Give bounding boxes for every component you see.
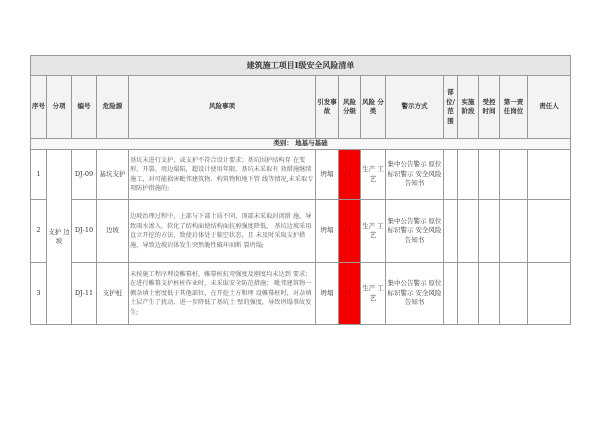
- row-no: 1: [31, 150, 47, 200]
- row-level: Ⅰ: [339, 200, 361, 263]
- row-warn: 集中公告警示 原位标识警示 安全风险告知书: [386, 200, 444, 263]
- row-empty: [528, 200, 571, 263]
- row-empty: [444, 150, 458, 200]
- header-person: 责任人: [528, 76, 571, 139]
- header-type: 风险 分类: [361, 76, 386, 139]
- row-accident: 坍塌: [316, 200, 339, 263]
- row-empty: [479, 200, 500, 263]
- row-no: 2: [31, 200, 47, 263]
- row-level: Ⅰ: [339, 150, 361, 200]
- header-hazard: 危险源: [97, 76, 129, 139]
- row-level: Ⅰ: [339, 263, 361, 325]
- row-empty: [528, 263, 571, 325]
- header-row: [31, 76, 571, 139]
- row-empty: [458, 150, 479, 200]
- row-empty: [444, 200, 458, 263]
- header-post: 第一责任岗位: [500, 76, 528, 139]
- row-empty: [479, 150, 500, 200]
- row-empty: [458, 263, 479, 325]
- category-row: 类别： 地基与基础: [31, 139, 571, 150]
- row-no: 3: [31, 263, 47, 325]
- table-row: [31, 150, 571, 200]
- table-row: [31, 200, 571, 263]
- group-cell: 支护 边坡: [47, 150, 72, 325]
- row-empty: [458, 200, 479, 263]
- row-desc: 未按施工程序埋设帷幕桩，帷幕桩抗弯强度及刚度均未达到 要求；在进行帷幕支护桩桩作业时，未采取安全防范措施； 毗邻建筑物一侧杂填土密度低于其他部位，在开挖土方和埋 设帷幕桩时，对杂填土层产生了扰动，进一步降低了基坑土 壁的强度，导致坍塌事故发生;: [129, 263, 316, 325]
- table-row: [31, 263, 571, 325]
- row-desc: 基坑未进行支护，或支护不符合设计要求；基坑围护结构存 在变形、开裂、周边塌陷，超设计使用年限，基坑未采取有 效措施继续施工，对可能损害毗邻建筑物、构筑物和地下管 线等情况,未采取专项防护措施的;: [129, 150, 316, 200]
- row-code: DJ-11: [72, 263, 97, 325]
- row-empty: [528, 150, 571, 200]
- header-risk: 风险事项: [129, 76, 316, 139]
- row-empty: [500, 263, 528, 325]
- header-location: 部位/范围: [444, 76, 458, 139]
- row-source: 基坑支护: [97, 150, 129, 200]
- header-warning: 警示方式: [386, 76, 444, 139]
- header-phase: 实施阶段: [458, 76, 479, 139]
- row-type: 生产 工艺: [361, 150, 386, 200]
- row-source: 支护桩: [97, 263, 129, 325]
- header-code: 编号: [72, 76, 97, 139]
- row-code: DJ-09: [72, 150, 97, 200]
- risk-list-table: [30, 55, 571, 325]
- row-accident: 坍塌: [316, 263, 339, 325]
- row-empty: [500, 150, 528, 200]
- row-empty: [479, 263, 500, 325]
- row-warn: 集中公告警示 原位标识警示 安全风险告知书: [386, 263, 444, 325]
- row-empty: [444, 263, 458, 325]
- header-no: 序号: [31, 76, 47, 139]
- row-accident: 坍塌: [316, 150, 339, 200]
- header-time: 受控时间: [479, 76, 500, 139]
- row-code: DJ-10: [72, 200, 97, 263]
- header-level: 风险分级: [339, 76, 361, 139]
- header-accident: 引发事故: [316, 76, 339, 139]
- row-desc: 边坡治理过程中，上部与下部土质不同，顶部未采取封闭措 施，导致雨水渗入，软化了结构面使结构面抗剪强度降低， 基坑边坡采用直立开挖的方法，致使岩体处于临空状态，且 未及时采取支护措施，导致边坡岩体发生突然脆性破坏而断 裂坍塌;: [129, 200, 316, 263]
- table-title: 建筑施工项目Ⅰ级安全风险清单: [31, 56, 571, 76]
- row-warn: 集中公告警示 原位标识警示 安全风险告知书: [386, 150, 444, 200]
- row-type: 生产 工艺: [361, 263, 386, 325]
- header-item: 分项: [47, 76, 72, 139]
- row-type: 生产 工艺: [361, 200, 386, 263]
- row-empty: [500, 200, 528, 263]
- row-source: 边坡: [97, 200, 129, 263]
